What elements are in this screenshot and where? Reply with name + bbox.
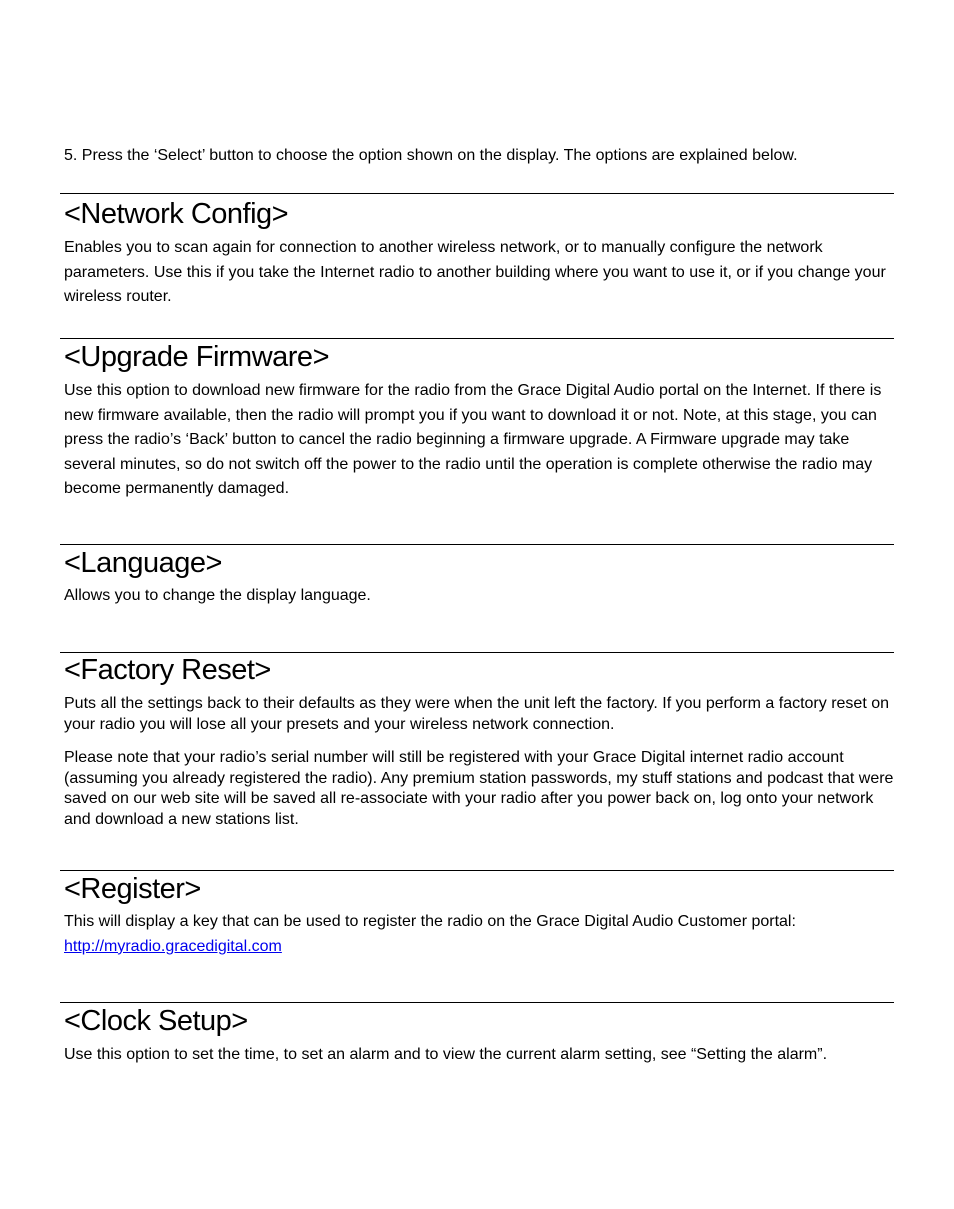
intro-step: 5. Press the ‘Select’ button to choose the option shown on the display. The options are explained below.: [64, 147, 798, 164]
register-portal-link[interactable]: http://myradio.gracedigital.com: [64, 937, 282, 955]
heading-register: <Register>: [64, 873, 201, 905]
clock-setup-body: Use this option to set the time, to set an alarm and to view the current alarm setting, see “Setting the alarm”.: [64, 1046, 828, 1063]
divider: [60, 1002, 894, 1003]
heading-language: <Language>: [64, 547, 222, 579]
upgrade-firmware-body: Use this option to download new firmware for the radio from the Grace Digital Audio portal on the Internet. If there is new firmware available, then the radio will prompt you if you want to download it or not. Note, at this stage, you can press the radio’s ‘Back’ button to cancel the radio beginning a firmware upgrade. A Firmware upgrade may take several minutes, so do not switch off the power to the radio until the operation is complete otherwise the radio may become permanently damaged.: [64, 382, 882, 497]
heading-factory-reset: <Factory Reset>: [64, 654, 271, 686]
register-body: [64, 910, 894, 959]
register-text: This will display a key that can be used to register the radio on the Grace Digital Audio Customer portal:: [64, 913, 796, 930]
heading-upgrade-firmware: <Upgrade Firmware>: [64, 341, 329, 373]
divider: [60, 870, 894, 871]
divider: [60, 193, 894, 194]
factory-reset-body: Puts all the settings back to their defaults as they were when the unit left the factory. If you perform a factory reset on your radio you will lose all your presets and your wireless network connection.: [64, 695, 890, 733]
divider: [60, 544, 894, 545]
divider: [60, 338, 894, 339]
divider: [60, 652, 894, 653]
factory-reset-note: Please note that your radio’s serial number will still be registered with your Grace Digital internet radio account (assuming you already registered the radio). Any premium station passwords, my stuff stations and podcast that were saved on our web site will be saved all re-associate with your radio after you power back on, log onto your network and download a new stations list.: [64, 749, 894, 828]
heading-clock-setup: <Clock Setup>: [64, 1005, 248, 1037]
heading-network-config: <Network Config>: [64, 198, 289, 230]
network-config-body: Enables you to scan again for connection to another wireless network, or to manually configure the network parameters. Use this if you take the Internet radio to another building where you want to use it, or if you change your wireless router.: [64, 239, 886, 305]
language-body: Allows you to change the display language.: [64, 587, 371, 604]
